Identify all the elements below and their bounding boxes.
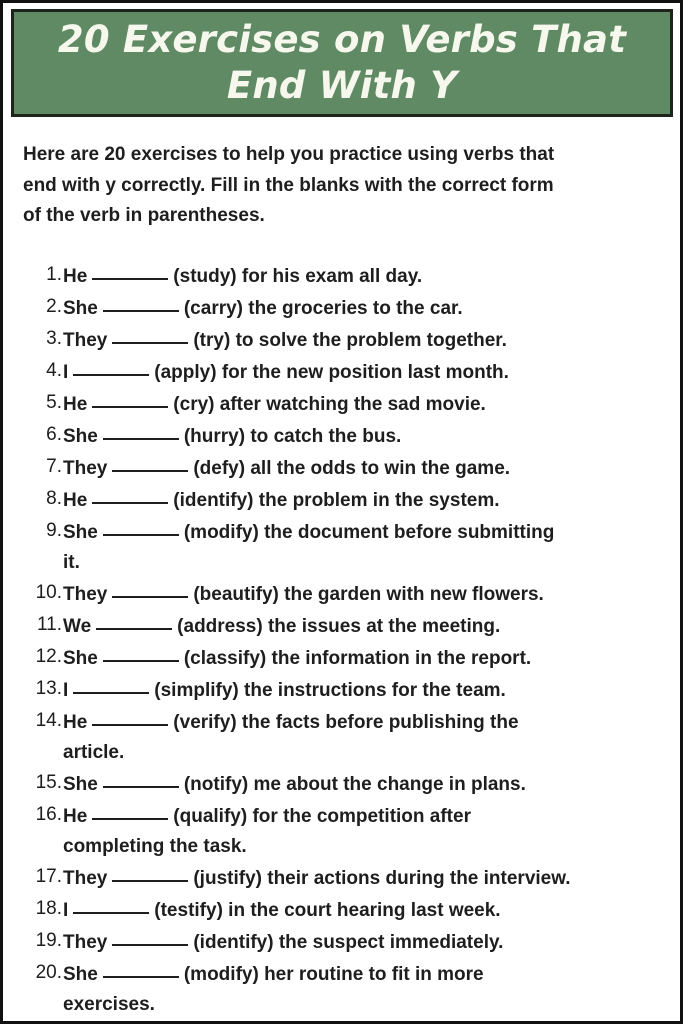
exercise-item	[3, 324, 683, 356]
exercise-text: (modify) her routine to fit in more	[183, 964, 484, 985]
exercise-item	[3, 674, 683, 706]
exercise-item	[3, 958, 683, 1020]
exercise-subject: She	[63, 964, 98, 985]
exercise-item	[3, 516, 683, 578]
exercise-item	[3, 642, 683, 674]
answer-blank[interactable]	[92, 482, 168, 504]
answer-blank[interactable]	[112, 860, 188, 882]
answer-blank[interactable]	[112, 450, 188, 472]
exercise-number: 7.	[46, 456, 62, 477]
exercise-text: (modify) the document before submitting	[183, 522, 555, 543]
exercise-text: (verify) the facts before publishing the	[173, 712, 519, 733]
exercise-text: (cry) after watching the sad movie.	[173, 394, 486, 415]
exercise-text: (simplify) the instructions for the team.	[154, 680, 506, 701]
exercise-number: 9.	[46, 520, 62, 541]
exercise-number: 3.	[46, 328, 62, 349]
answer-blank[interactable]	[103, 956, 179, 978]
exercise-item	[3, 356, 683, 388]
exercise-number: 20.	[35, 962, 62, 983]
exercise-continuation: article.	[63, 742, 125, 763]
exercise-text: (qualify) for the competition after	[173, 806, 471, 827]
exercise-number: 17.	[35, 866, 62, 887]
answer-blank[interactable]	[103, 418, 179, 440]
exercise-text: (identify) the problem in the system.	[173, 490, 500, 511]
exercise-item	[3, 862, 683, 894]
exercise-subject: She	[63, 426, 98, 447]
answer-blank[interactable]	[103, 766, 179, 788]
answer-blank[interactable]	[112, 576, 188, 598]
exercise-number: 12.	[35, 646, 62, 667]
exercise-subject: I	[63, 362, 69, 383]
exercise-subject: He	[63, 490, 88, 511]
answer-blank[interactable]	[96, 608, 172, 630]
exercise-number: 1.	[46, 264, 62, 285]
exercise-number: 10.	[35, 582, 62, 603]
exercise-item	[3, 768, 683, 800]
exercise-subject: I	[63, 900, 69, 921]
exercise-number: 19.	[35, 930, 62, 951]
exercise-continuation: completing the task.	[63, 836, 247, 857]
exercise-number: 2.	[46, 296, 62, 317]
intro-line-1: Here are 20 exercises to help you practice using verbs that	[23, 144, 555, 165]
answer-blank[interactable]	[73, 892, 149, 914]
exercise-text: (beautify) the garden with new flowers.	[193, 584, 544, 605]
exercise-subject: He	[63, 394, 88, 415]
answer-blank[interactable]	[73, 354, 149, 376]
exercise-subject: I	[63, 680, 69, 701]
exercise-continuation: it.	[63, 552, 80, 573]
exercise-subject: They	[63, 584, 108, 605]
exercise-number: 13.	[35, 678, 62, 699]
intro-line-3: of the verb in parentheses.	[23, 205, 265, 226]
exercise-subject: She	[63, 774, 98, 795]
exercise-list	[3, 260, 683, 1020]
exercise-subject: He	[63, 266, 88, 287]
exercise-item	[3, 894, 683, 926]
exercise-continuation: exercises.	[63, 994, 155, 1015]
exercise-subject: They	[63, 932, 108, 953]
exercise-subject: She	[63, 298, 98, 319]
answer-blank[interactable]	[73, 672, 149, 694]
exercise-item	[3, 452, 683, 484]
exercise-item	[3, 484, 683, 516]
exercise-subject: He	[63, 712, 88, 733]
intro-paragraph	[23, 140, 663, 232]
title-line-1: 20 Exercises on Verbs That	[57, 18, 627, 61]
answer-blank[interactable]	[92, 798, 168, 820]
answer-blank[interactable]	[92, 258, 168, 280]
exercise-text: (apply) for the new position last month.	[154, 362, 509, 383]
exercise-subject: She	[63, 648, 98, 669]
exercise-text: (address) the issues at the meeting.	[177, 616, 501, 637]
exercise-item	[3, 926, 683, 958]
exercise-text: (study) for his exam all day.	[173, 266, 423, 287]
exercise-subject: They	[63, 330, 108, 351]
exercise-number: 16.	[35, 804, 62, 825]
answer-blank[interactable]	[112, 322, 188, 344]
exercise-text: (hurry) to catch the bus.	[183, 426, 402, 447]
exercise-item	[3, 292, 683, 324]
exercise-text: (justify) their actions during the interview.	[193, 868, 571, 889]
exercise-text: (defy) all the odds to win the game.	[193, 458, 511, 479]
exercise-text: (notify) me about the change in plans.	[183, 774, 526, 795]
exercise-subject: He	[63, 806, 88, 827]
answer-blank[interactable]	[103, 514, 179, 536]
answer-blank[interactable]	[112, 924, 188, 946]
exercise-number: 18.	[35, 898, 62, 919]
exercise-item	[3, 388, 683, 420]
intro-line-2: end with y correctly. Fill in the blanks with the correct form	[23, 174, 554, 196]
exercise-item	[3, 800, 683, 862]
answer-blank[interactable]	[103, 290, 179, 312]
exercise-number: 5.	[46, 392, 62, 413]
exercise-number: 11.	[36, 614, 62, 635]
exercise-item	[3, 706, 683, 768]
exercise-text: (testify) in the court hearing last week.	[154, 900, 501, 921]
answer-blank[interactable]	[103, 640, 179, 662]
title-banner	[11, 9, 673, 117]
exercise-subject: They	[63, 868, 108, 889]
exercise-number: 14.	[35, 710, 62, 731]
exercise-text: (try) to solve the problem together.	[193, 330, 507, 351]
exercise-number: 6.	[46, 424, 62, 445]
exercise-number: 15.	[35, 772, 62, 793]
exercise-text: (carry) the groceries to the car.	[183, 298, 463, 319]
exercise-number: 8.	[46, 488, 62, 509]
answer-blank[interactable]	[92, 386, 168, 408]
exercise-subject: She	[63, 522, 98, 543]
exercise-item	[3, 578, 683, 610]
title-line-2: End With Y	[226, 64, 458, 107]
answer-blank[interactable]	[92, 704, 168, 726]
exercise-subject: We	[63, 616, 92, 637]
exercise-number: 4.	[46, 360, 62, 381]
exercise-item	[3, 420, 683, 452]
exercise-text: (classify) the information in the report.	[183, 648, 532, 669]
exercise-text: (identify) the suspect immediately.	[193, 932, 504, 953]
exercise-subject: They	[63, 458, 108, 479]
exercise-item	[3, 610, 683, 642]
exercise-item	[3, 260, 683, 292]
